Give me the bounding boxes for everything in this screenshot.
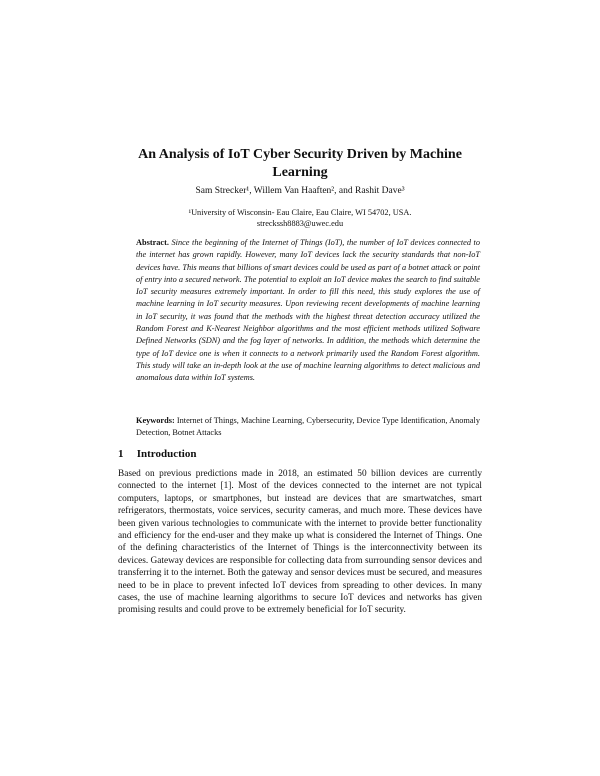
author-list: Sam Strecker¹, Willem Van Haaften², and Rashit Dave³: [195, 186, 405, 196]
paper-title: An Analysis of IoT Cyber Security Driven by Machine Learning: [138, 147, 462, 180]
affiliation: ¹University of Wisconsin- Eau Claire, Eau Claire, WI 54702, USA.: [188, 208, 412, 217]
author-email: streckssh8883@uwec.edu: [256, 219, 344, 228]
abstract-text: Since the beginning of the Internet of Things (IoT), the number of IoT devices connected to the internet has grown rapidly. However, many IoT devices lack the security standards that non-IoT devices have. This means that billions of smart devices could be used as part of a botnet attack or point of entry into a secured network. The potential to exploit an IoT device makes the search to find suitable IoT security measures extremely important. In order to fill this need, this study explores the use of machine learning in IoT security measures. Upon reviewing recent developments of machine learning in IoT security, it was found that the methods with the highest threat detection accuracy utilized the Random Forest and K-Nearest Neighbor algorithms and the most efficient methods utilized Software Defined Networks (SDN) and the fog layer of networks. In addition, the methods which determine the type of IoT device one is when it connects to a network primarily used the Random Forest algorithm. This study will take an in-depth look at the use of machine learning algorithms to detect malicious and anomalous data within IoT systems.: [136, 238, 480, 383]
keywords-label: Keywords:: [136, 416, 175, 425]
keywords-text: Internet of Things, Machine Learning, Cybersecurity, Device Type Identification, Anomaly Detection, Botnet Attacks: [136, 416, 480, 438]
section-title: Introduction: [136, 448, 197, 460]
affiliation-block: [100, 207, 500, 229]
abstract: [136, 237, 480, 385]
abstract-label: Abstract.: [136, 238, 169, 247]
body-paragraph: Based on previous predictions made in 2018, an estimated 50 billion devices are currently connected to the internet [1]. Most of the devices connected to the internet are not typical computers, laptops, or smartphones, but instead are devices that are smartwatches, smart refrigerators, thermostats, voice services, security cameras, and much more. These devices have been given various technologies to communicate with the internet to provide better functionality and efficiency for the end-user and they make up what is considered the Internet of Things. One of the defining characteristics of the Internet of Things is the interconnectivity between its devices. Gateway devices are responsible for collecting data from surrounding sensor devices and transferring it to the internet. Both the gateway and sensor devices must be secured, and measures need to be in place to prevent infected IoT devices from spreading to other devices. In many cases, the use of machine learning algorithms to secure IoT devices and networks has given promising results and could prove to be extremely beneficial for IoT security.: [118, 469, 482, 616]
section-heading: [118, 447, 196, 461]
section-number: 1: [118, 448, 124, 460]
keywords: [136, 415, 480, 440]
